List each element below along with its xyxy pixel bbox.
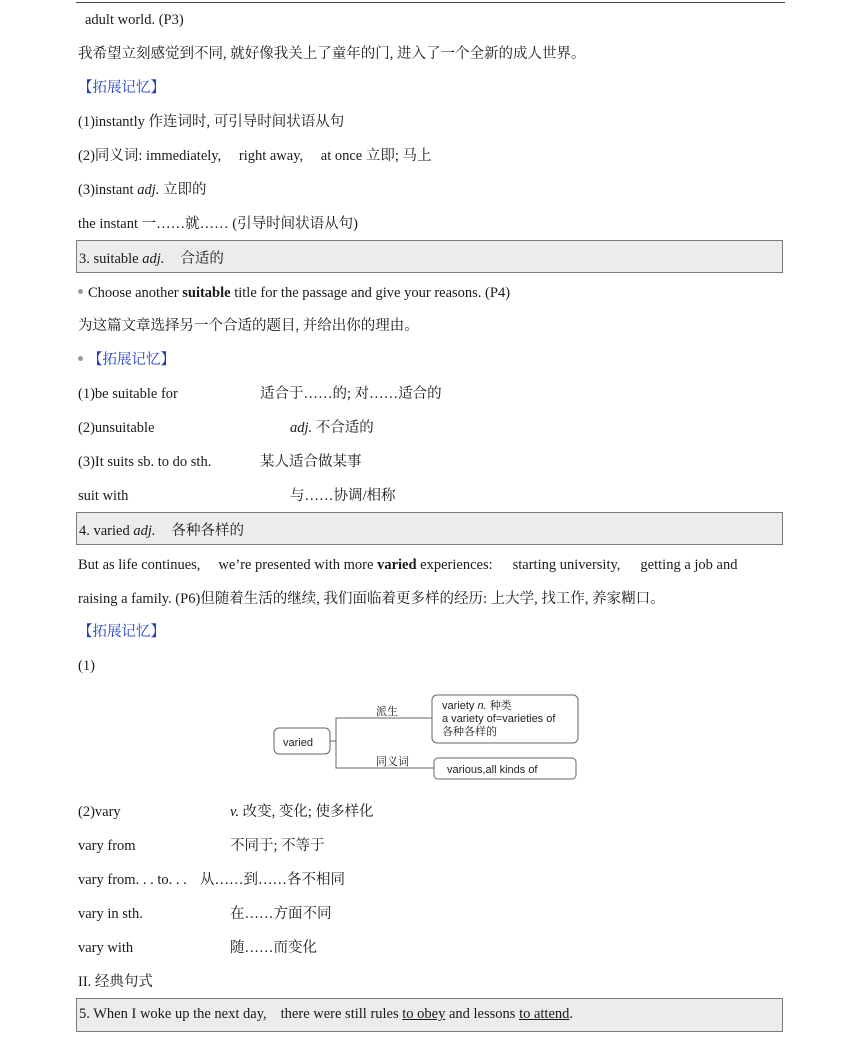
text-fragment: Choose another	[88, 285, 183, 301]
extension-heading: 【拓展记忆】	[78, 624, 165, 640]
translation-line: 我希望立刻感觉到不同, 就好像我关上了童年的门, 进入了一个全新的成人世界。	[78, 46, 586, 62]
phrase-row	[78, 938, 317, 958]
text-fragment: getting a job and	[640, 557, 738, 573]
vocab-heading	[79, 519, 244, 540]
underlined-phrase: to obey	[402, 1006, 446, 1022]
phrase-row	[78, 870, 345, 890]
phrase-meaning: 随……而变化	[230, 940, 317, 956]
phrase: (2)unsuitable	[78, 420, 155, 436]
key-word: suitable	[182, 285, 231, 301]
vocab-heading-box	[76, 512, 783, 545]
example-sentence	[78, 283, 510, 303]
bullet-icon	[78, 289, 83, 294]
word-family-diagram	[270, 690, 590, 785]
extension-label: 【拓展记忆】	[88, 352, 175, 368]
diagram-derivative-line2: a variety of=varieties of	[442, 713, 556, 725]
phrase: vary from	[78, 838, 136, 854]
meaning: 各种各样的	[171, 523, 245, 539]
text-fragment: 不合适的	[312, 420, 374, 436]
diagram-connector-top	[330, 718, 432, 741]
diagram-root-label: varied	[283, 737, 313, 749]
word: 4. varied	[79, 523, 134, 539]
sentence-box	[76, 998, 783, 1032]
classic-sentence	[79, 1006, 573, 1023]
phrase-meaning: 与……协调/相称	[290, 488, 396, 504]
phrase-meaning: 适合于……的; 对……适合的	[260, 386, 442, 402]
phrase: (3)It suits sb. to do sth.	[78, 454, 212, 470]
meaning: 合适的	[180, 251, 224, 267]
phrase-row	[78, 836, 325, 856]
phrase: (1)be suitable for	[78, 386, 178, 402]
pos-label: adj.	[133, 523, 156, 539]
example-sentence-continued: raising a family. (P6)但随着生活的继续, 我们面临着更多样的经历: 上大学, 找工作, 养家糊口。	[78, 591, 665, 607]
pos-label: adj.	[137, 182, 160, 198]
text-fragment: and lessons	[445, 1006, 520, 1022]
text-line: the instant 一……就…… (引导时间状语从句)	[78, 216, 358, 232]
text-line: (1)instantly 作连词时, 可引导时间状语从句	[78, 114, 345, 130]
section-title: II. 经典句式	[78, 974, 153, 990]
key-word: varied	[377, 557, 417, 573]
vocab-heading	[79, 247, 224, 268]
phrase: vary in sth.	[78, 906, 143, 922]
phrase-row	[78, 452, 362, 472]
text-fragment: there were still rules	[280, 1006, 403, 1022]
diagram-derivative-line1: variety n. 种类	[442, 700, 512, 712]
phrase-meaning	[230, 802, 374, 822]
diagram-branch-label: 派生	[376, 706, 398, 718]
text-fragment: 立即的	[159, 182, 207, 198]
text-fragment: (2)同义词: immediately,	[78, 148, 222, 164]
top-rule	[76, 2, 785, 3]
list-number: (1)	[78, 658, 95, 674]
text-line: adult world. (P3)	[85, 12, 184, 28]
text-line	[78, 180, 206, 200]
phrase-meaning: 某人适合做某事	[260, 454, 362, 470]
text-fragment: we’re presented with more	[218, 557, 378, 573]
phrase: suit with	[78, 488, 129, 504]
phrase-row	[78, 486, 396, 506]
pos-label: adj.	[290, 420, 313, 436]
phrase: vary from. . . to. . .	[78, 872, 187, 888]
underlined-phrase: to attend	[519, 1006, 570, 1022]
text-fragment: at once 立即; 马上	[320, 148, 432, 164]
diagram-derivative-line3: 各种各样的	[442, 726, 497, 738]
text-fragment: (3)instant	[78, 182, 138, 198]
phrase-meaning: 从……到……各不相同	[200, 872, 345, 888]
text-line	[78, 146, 432, 166]
diagram-synonym-label: various,all kinds of	[447, 764, 538, 776]
vocab-heading-box	[76, 240, 783, 273]
text-fragment: starting university,	[512, 557, 621, 573]
extension-heading: 【拓展记忆】	[78, 80, 165, 96]
text-fragment: experiences:	[416, 557, 493, 573]
text-fragment: 5. When I woke up the next day,	[79, 1006, 267, 1022]
phrase: (2)vary	[78, 804, 121, 820]
text-fragment: 改变, 变化; 使多样化	[239, 804, 374, 820]
phrase-row	[78, 802, 374, 822]
phrase-meaning: 在……方面不同	[230, 906, 332, 922]
phrase-row	[78, 904, 332, 924]
phrase-meaning	[290, 418, 374, 438]
text-fragment: .	[569, 1006, 574, 1022]
example-sentence	[78, 555, 737, 575]
text-fragment: right away,	[238, 148, 304, 164]
diagram-branch-label: 同义词	[376, 756, 409, 768]
text-fragment: But as life continues,	[78, 557, 201, 573]
text-fragment: title for the passage and give your reasons. (P4)	[230, 285, 511, 301]
bullet-icon	[78, 356, 83, 361]
phrase: vary with	[78, 940, 134, 956]
extension-heading	[78, 350, 175, 370]
phrase-row	[78, 418, 374, 438]
phrase-row	[78, 384, 442, 404]
pos-label: adj.	[142, 251, 165, 267]
translation-line: 为这篇文章选择另一个合适的题目, 并给出你的理由。	[78, 318, 419, 334]
phrase-meaning: 不同于; 不等于	[230, 838, 325, 854]
pos-label: v.	[230, 804, 239, 820]
word: 3. suitable	[79, 251, 143, 267]
